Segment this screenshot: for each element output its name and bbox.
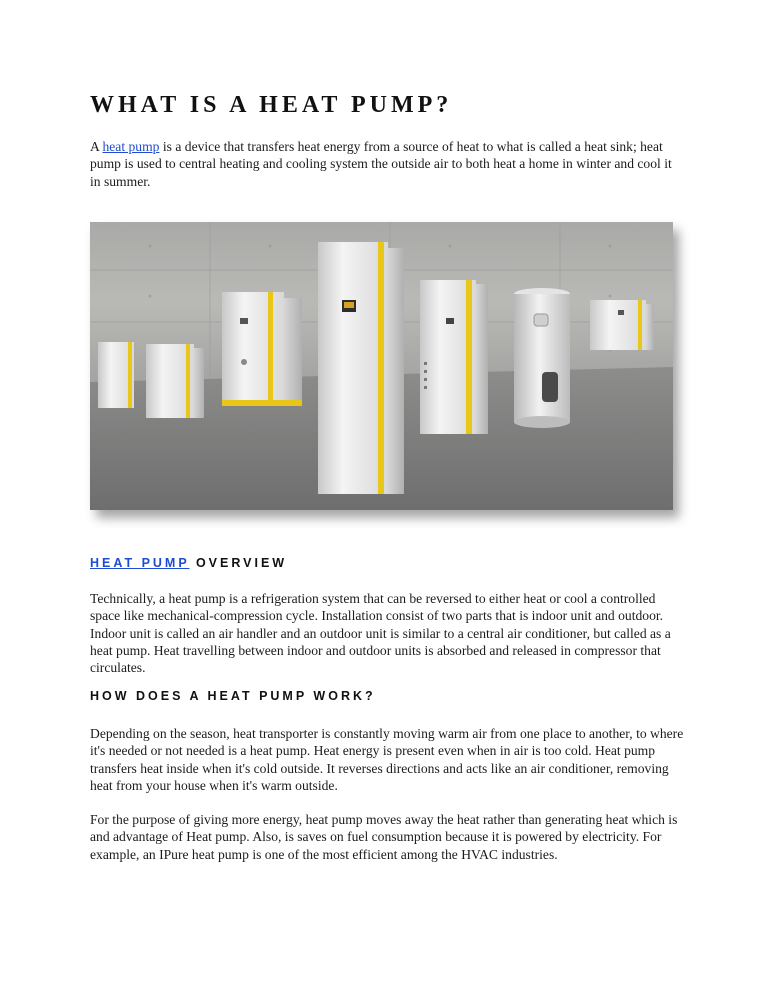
heat-pump-units-photo — [90, 222, 673, 510]
overview-paragraph: Technically, a heat pump is a refrigeration system that can be reversed to either heat or cool a controlled space like mechanical-compression cycle. Installation consist of two parts that is indoor unit and outdoor. Indoor unit is called an air handler and an outdoor unit is similar to a central air conditioner, but called as a heat pump. Heat travelling between indoor and outdoor units is absorbed and released in compressor that circulates. — [90, 591, 671, 676]
how-it-works-paragraph-1: Depending on the season, heat transporter is constantly moving warm air from one place to another, to where it's needed or not needed is a heat pump. Heat energy is present even when in air is too cold. Heat pump transfers heat inside when it's cold outside. It reverses directions and acts like an air conditioner, removing heat from your house when it's warm outside. — [90, 726, 684, 793]
intro-paragraph — [90, 138, 685, 190]
overview-heading — [90, 556, 287, 570]
heat-pump-heading-link[interactable]: HEAT PUMP — [90, 556, 190, 570]
how-it-works-paragraph-2: For the purpose of giving more energy, heat pump moves away the heat rather than generating heat which is and advantage of Heat pump. Also, is saves on fuel consumption because it is powered by electricity. For example, an IPure heat pump is one of the most efficient among the HVAC industries. — [90, 812, 678, 862]
how-it-works-heading: HOW DOES A HEAT PUMP WORK? — [90, 689, 376, 703]
page-title: WHAT IS A HEAT PUMP? — [90, 92, 453, 118]
heat-pump-link[interactable]: heat pump — [102, 139, 160, 154]
overview-heading-rest: OVERVIEW — [189, 556, 288, 570]
intro-rest: is a device that transfers heat energy from a source of heat to what is called a heat sink; heat pump is used to central heating and cooling system the outside air to both heat a home in winter and cool it in summer. — [90, 139, 672, 189]
intro-prefix: A — [90, 139, 103, 154]
